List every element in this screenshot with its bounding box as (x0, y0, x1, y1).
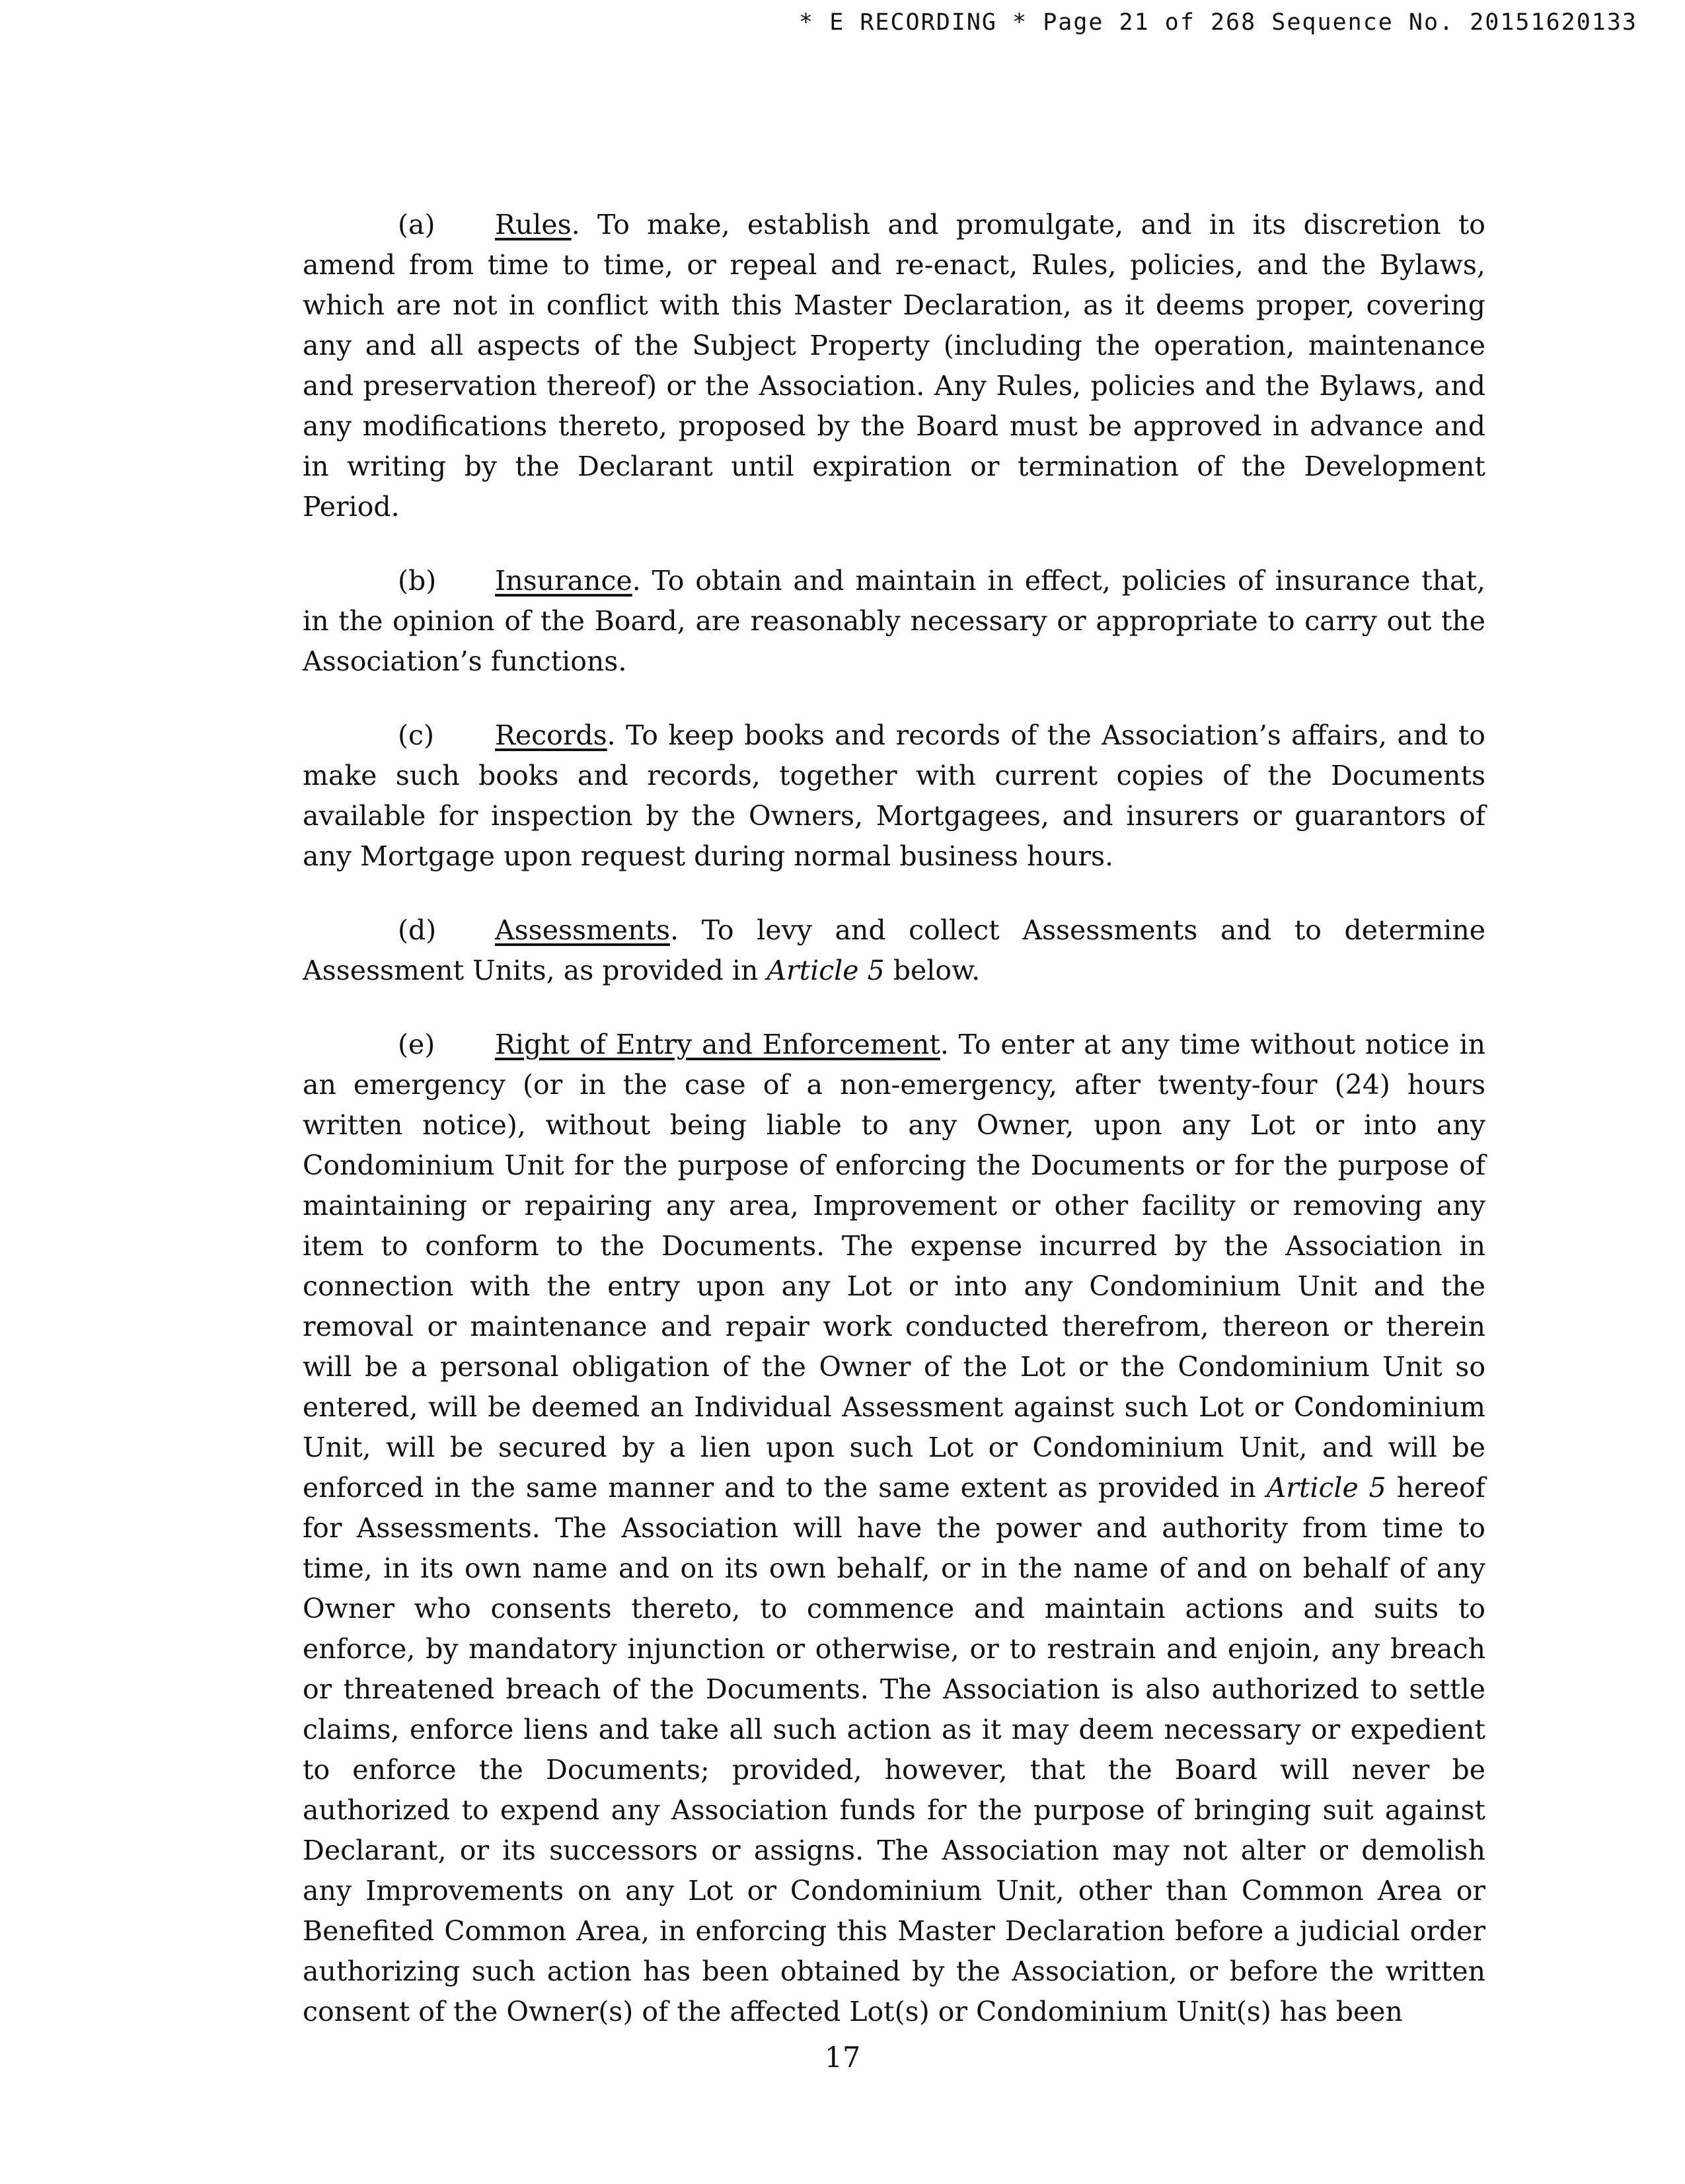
section-label: (c) (398, 719, 434, 751)
section-heading: Records (495, 719, 607, 751)
section-text-continued: hereof for Assessments. The Association will have the power and authority from time to time, in its own name and on its own behalf, or in the name of and on behalf of any Owner who consents thereto, to commence and maintain actions and suits to enforce, by mandatory injunction or otherwise, or to restrain and enjoin, any breach or threatened breach of the Documents. The Association is also authorized to settle claims, enforce liens and take all such action as it may deem necessary or expedient to enforce the Documents; provided, however, that the Board will never be authorized to expend any Association funds for the purpose of bringing suit against Declarant, or its successors or assigns. The Association may not alter or demolish any Improvements on any Lot or Condominium Unit, other than Common Area or Benefited Common Area, in enforcing this Master Declaration before a judicial order authorizing such action has been obtained by the Association, or before the written consent of the Owner(s) of the affected Lot(s) or Condominium Unit(s) has been (303, 1472, 1485, 2027)
section-insurance (303, 561, 1485, 682)
section-text: . To enter at any time without notice in an emergency (or in the case of a non-emergency, after twenty-four (24) hours written notice), without being liable to any Owner, upon any Lot or into any Condominium Unit for the purpose of enforcing the Documents or for the purpose of maintaining or repairing any area, Improvement or other facility or removing any item to conform to the Documents. The expense incurred by the Association in connection with the entry upon any Lot or into any Condominium Unit and the removal or maintenance and repair work conducted therefrom, thereon or therein will be a personal obligation of the Owner of the Lot or the Condominium Unit so entered, will be deemed an Individual Assessment against such Lot or Condominium Unit, will be secured by a lien upon such Lot or Condominium Unit, and will be enforced in the same manner and to the same extent as provided in (303, 1029, 1485, 1504)
section-label: (e) (398, 1029, 435, 1060)
page-number: 17 (824, 2041, 861, 2074)
section-records (303, 715, 1485, 877)
document-body (303, 205, 1485, 2066)
section-assessments (303, 910, 1485, 991)
recording-stamp: * E RECORDING * Page 21 of 268 Sequence No. 20151620133 (799, 9, 1637, 36)
section-text-continued: below. (884, 955, 981, 986)
article-reference: Article 5 (1266, 1472, 1386, 1504)
section-heading: Insurance (495, 565, 632, 597)
section-right-of-entry (303, 1025, 1485, 2032)
section-label: (a) (398, 209, 435, 240)
article-reference: Article 5 (767, 955, 885, 986)
section-rules (303, 205, 1485, 527)
section-heading: Assessments (495, 914, 671, 946)
section-label: (d) (398, 914, 437, 946)
section-heading: Rules (495, 209, 572, 240)
section-text: . To keep books and records of the Association’s affairs, and to make such books and records, together with current copies of the Documents available for inspection by the Owners, Mortgagees, and insurers or guarantors of any Mortgage upon request during normal business hours. (303, 719, 1485, 872)
section-label: (b) (398, 565, 437, 597)
section-text: . To make, establish and promulgate, and in its discretion to amend from time to time, or repeal and re-enact, Rules, policies, and the Bylaws, which are not in conflict with this Master Declaration, as it deems proper, covering any and all aspects of the Subject Property (including the operation, maintenance and preservation thereof) or the Association. Any Rules, policies and the Bylaws, and any modifications thereto, proposed by the Board must be approved in advance and in writing by the Declarant until expiration or termination of the Development Period. (303, 209, 1485, 523)
section-text: . To obtain and maintain in effect, policies of insurance that, in the opinion of the Board, are reasonably necessary or appropriate to carry out the Association’s functions. (303, 565, 1485, 677)
section-heading: Right of Entry and Enforcement (495, 1029, 940, 1060)
section-text: . To levy and collect Assessments and to determine Assessment Units, as provided in (303, 914, 1485, 986)
